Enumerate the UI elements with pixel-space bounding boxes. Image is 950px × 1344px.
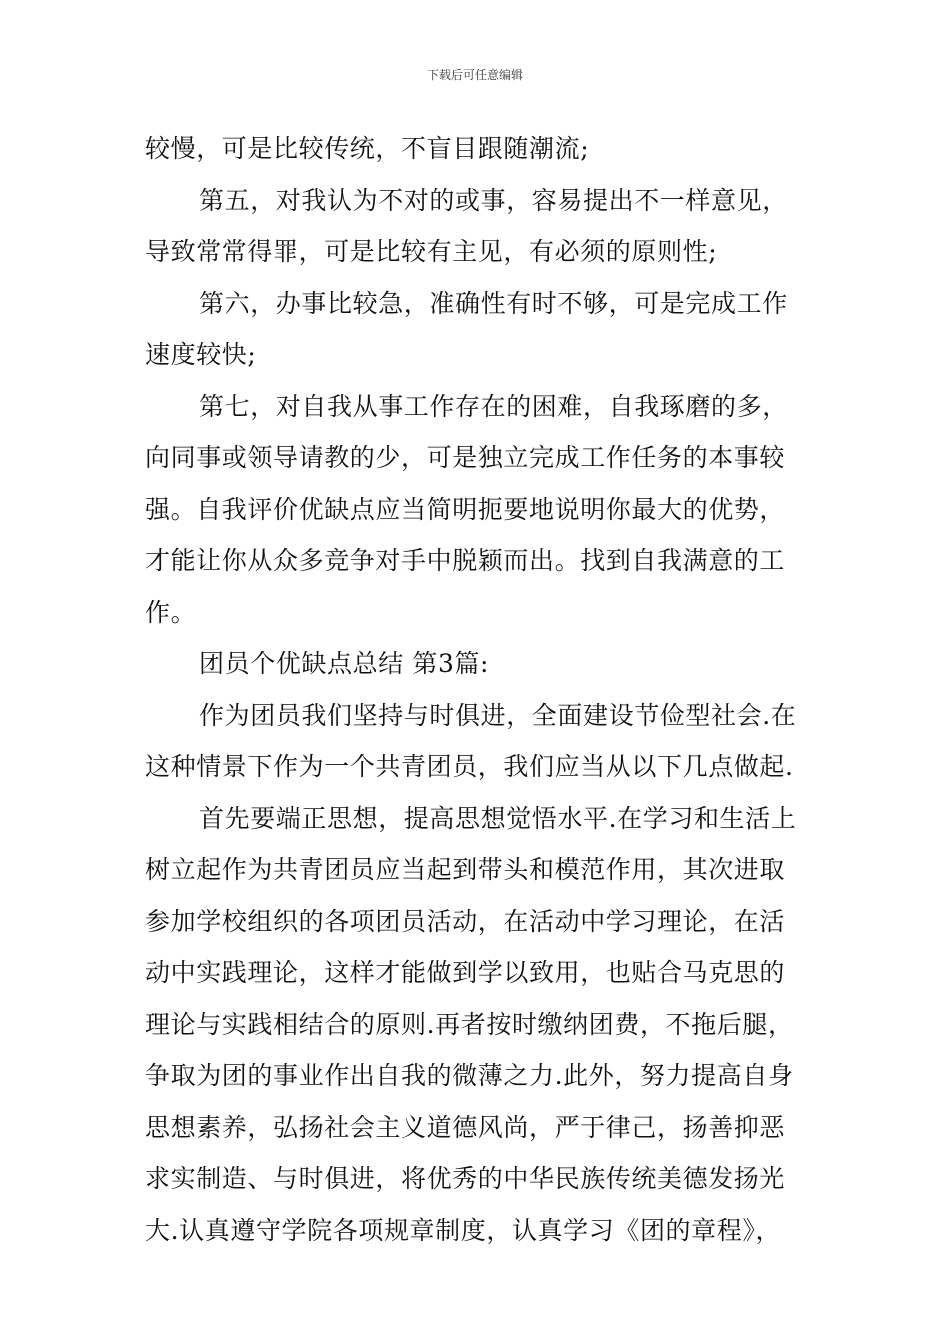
document-body: [145, 123, 807, 1256]
download-note: 下载后可任意编辑: [426, 68, 523, 82]
text-line: 导致常常得罪，可是比较有主见，有必须的原则性;: [145, 237, 718, 266]
text-line: 较慢，可是比较传统，不盲目跟随潮流;: [145, 134, 590, 163]
section-heading: 团员个优缺点总结 第3篇:: [199, 649, 490, 678]
text-line: 第五，对我认为不对的或事，容易提出不一样意见，: [199, 185, 788, 215]
text-line: 这种情景下作为一个共青团员，我们应当从以下几点做起.: [145, 752, 794, 781]
text-line: 才能让你从众多竞争对手中脱颖而出。找到自我满意的工: [145, 546, 786, 575]
text-line: 作为团员我们坚持与时俱进，全面建设节俭型社会.在: [199, 700, 797, 730]
text-line: 速度较快;: [145, 340, 257, 369]
text-line: 第七，对自我从事工作存在的困难，自我琢磨的多，: [199, 391, 788, 421]
text-line: 思想素养，弘扬社会主义道德风尚，严于律己，扬善抑恶: [145, 1112, 786, 1142]
text-line: 第六，办事比较急，准确性有时不够，可是完成工作: [199, 288, 788, 318]
text-line: 强。自我评价优缺点应当简明扼要地说明你最大的优势，: [145, 494, 786, 524]
text-line: 作。: [145, 597, 197, 627]
text-line: 争取为团的事业作出自我的微薄之力.此外，努力提高自身: [145, 1061, 794, 1090]
text-line: 向同事或领导请教的少，可是独立完成工作任务的本事较: [145, 443, 786, 472]
text-line: 树立起作为共青团员应当起到带头和模范作用，其次进取: [145, 855, 786, 884]
text-line: 理论与实践相结合的原则.再者按时缴纳团费，不拖后腿，: [145, 1009, 794, 1039]
text-line: 动中实践理论，这样才能做到学以致用，也贴合马克思的: [145, 958, 786, 987]
text-line: 首先要端正思想，提高思想觉悟水平.在学习和生活上: [199, 803, 797, 833]
text-line: 大.认真遵守学院各项规章制度，认真学习《团的章程》，: [145, 1215, 782, 1245]
text-line: 参加学校组织的各项团员活动，在活动中学习理论，在活: [145, 906, 786, 936]
text-line: 求实制造、与时俱进，将优秀的中华民族传统美德发扬光: [145, 1164, 786, 1193]
